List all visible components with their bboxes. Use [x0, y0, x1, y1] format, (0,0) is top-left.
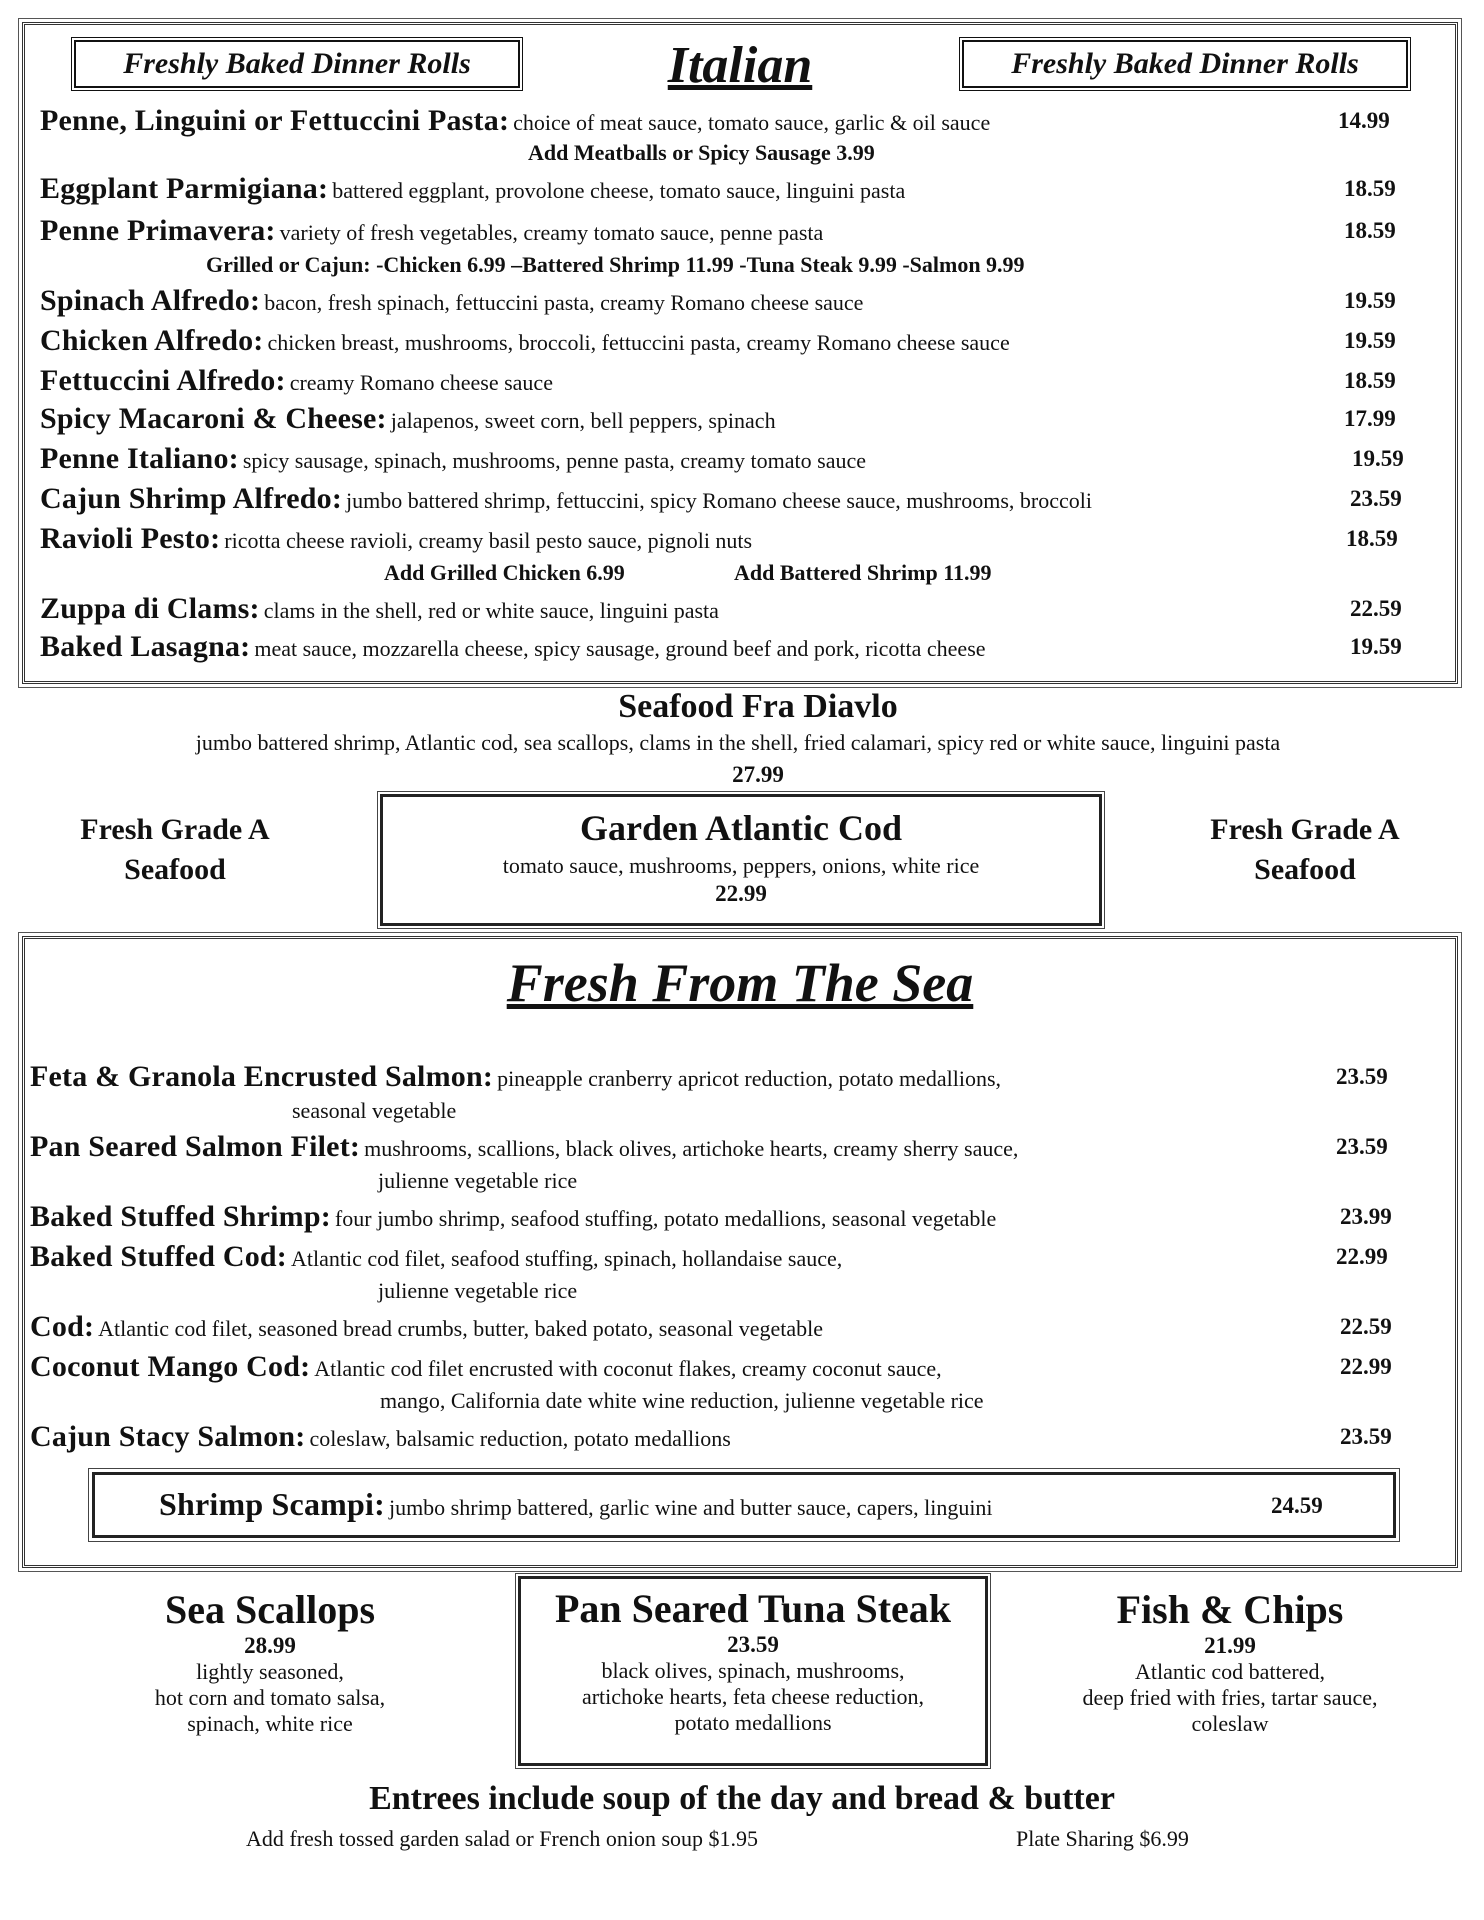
item-price: 23.59 — [1340, 1424, 1392, 1449]
item-price: 17.99 — [1344, 406, 1396, 431]
item-name: Zuppa di Clams: — [40, 592, 260, 625]
special-price: 21.99 — [1204, 1633, 1256, 1658]
item-desc: Atlantic cod filet, seafood stuffing, spinach, hollandaise sauce, — [290, 1246, 843, 1271]
special-line: artichoke hearts, feta cheese reduction, — [581, 1684, 925, 1709]
item-price: 18.59 — [1344, 368, 1396, 393]
special-line: lightly seasoned, — [196, 1659, 344, 1684]
garden-cod-price: 22.99 — [715, 881, 767, 906]
addon-grilled-cajun: Grilled or Cajun: -Chicken 6.99 –Battered Shrimp 11.99 -Tuna Steak 9.99 -Salmon 9.99 — [206, 252, 1025, 277]
item-desc: mushrooms, scallions, black olives, artichoke hearts, creamy sherry sauce, — [364, 1136, 1019, 1161]
fra-diavlo-price: 27.99 — [732, 762, 784, 787]
menu-item — [40, 364, 553, 397]
fra-diavlo-title: Seafood Fra Diavlo — [618, 688, 898, 725]
item-price: 22.59 — [1340, 1314, 1392, 1339]
grade-a-line: Seafood — [124, 853, 226, 886]
special-line: deep fried with fries, tartar sauce, — [1082, 1685, 1378, 1710]
menu-item — [159, 1487, 993, 1522]
item-price: 18.59 — [1344, 176, 1396, 201]
item-desc-cont: seasonal vegetable — [292, 1098, 457, 1123]
grade-a-left — [40, 810, 310, 890]
item-desc: coleslaw, balsamic reduction, potato medallions — [309, 1426, 731, 1451]
item-name: Spinach Alfredo: — [40, 284, 261, 317]
item-price: 24.59 — [1271, 1493, 1323, 1518]
item-price: 18.59 — [1344, 218, 1396, 243]
item-desc: battered eggplant, provolone cheese, tomato sauce, linguini pasta — [332, 178, 906, 203]
sea-title: Fresh From The Sea — [506, 953, 974, 1013]
menu-item — [40, 172, 905, 205]
menu-item — [30, 1130, 1018, 1163]
item-name: Ravioli Pesto: — [40, 522, 221, 555]
special-line: black olives, spinach, mushrooms, — [601, 1658, 905, 1683]
special-price: 28.99 — [244, 1633, 296, 1658]
garden-cod-desc: tomato sauce, mushrooms, peppers, onions, white rice — [502, 853, 980, 878]
item-name: Feta & Granola Encrusted Salmon: — [30, 1060, 494, 1093]
menu-item — [40, 402, 776, 435]
special-line: Atlantic cod battered, — [1135, 1659, 1325, 1684]
item-name: Penne, Linguini or Fettuccini Pasta: — [40, 104, 510, 137]
item-price: 19.59 — [1352, 446, 1404, 471]
item-desc: Atlantic cod filet encrusted with coconut flakes, creamy coconut sauce, — [314, 1356, 942, 1381]
item-desc: four jumbo shrimp, seafood stuffing, potato medallions, seasonal vegetable — [334, 1206, 997, 1231]
item-desc: spicy sausage, spinach, mushrooms, penne pasta, creamy tomato sauce — [242, 448, 866, 473]
item-desc: chicken breast, mushrooms, broccoli, fettuccini pasta, creamy Romano cheese sauce — [267, 330, 1010, 355]
addon-meatballs: Add Meatballs or Spicy Sausage 3.99 — [528, 140, 875, 165]
item-desc: bacon, fresh spinach, fettuccini pasta, creamy Romano cheese sauce — [264, 290, 864, 315]
item-price: 18.59 — [1346, 526, 1398, 551]
item-desc: creamy Romano cheese sauce — [289, 370, 553, 395]
item-desc-cont: mango, California date white wine reduction, julienne vegetable rice — [380, 1388, 984, 1413]
item-desc: ricotta cheese ravioli, creamy basil pesto sauce, pignoli nuts — [224, 528, 753, 553]
item-name: Coconut Mango Cod: — [30, 1350, 311, 1383]
special-line: spinach, white rice — [187, 1711, 353, 1736]
grade-a-line: Fresh Grade A — [1210, 813, 1400, 846]
item-name: Shrimp Scampi: — [159, 1486, 385, 1522]
footer-salad: Add fresh tossed garden salad or French onion soup $1.95 — [246, 1826, 759, 1851]
menu-item — [40, 630, 986, 663]
item-name: Spicy Macaroni & Cheese: — [40, 402, 387, 435]
item-price: 22.99 — [1336, 1244, 1388, 1269]
addon-battered-shrimp: Add Battered Shrimp 11.99 — [734, 560, 992, 585]
item-price: 23.59 — [1350, 486, 1402, 511]
item-name: Penne Primavera: — [40, 214, 276, 247]
footer-sharing: Plate Sharing $6.99 — [1016, 1826, 1189, 1851]
addon-grilled-chicken: Add Grilled Chicken 6.99 — [384, 560, 625, 585]
menu-item — [40, 522, 752, 555]
special-price: 23.59 — [727, 1632, 779, 1657]
fra-diavlo-desc: jumbo battered shrimp, Atlantic cod, sea scallops, clams in the shell, fried calamari, spicy red or white sauce, linguini pasta — [195, 730, 1281, 755]
item-desc: jalapenos, sweet corn, bell peppers, spinach — [390, 408, 776, 433]
rolls-badge-left: Freshly Baked Dinner Rolls — [74, 40, 520, 88]
menu-item — [30, 1200, 996, 1233]
garden-cod-title: Garden Atlantic Cod — [579, 808, 902, 848]
menu-item — [40, 482, 1092, 515]
item-price: 23.59 — [1336, 1134, 1388, 1159]
item-desc: jumbo shrimp battered, garlic wine and butter sauce, capers, linguini — [388, 1495, 993, 1520]
special-title: Pan Seared Tuna Steak — [554, 1586, 952, 1631]
item-desc: pineapple cranberry apricot reduction, potato medallions, — [497, 1066, 1002, 1091]
menu-item — [30, 1420, 731, 1453]
menu-item — [40, 592, 719, 625]
fish-chips-special — [1010, 1586, 1450, 1737]
menu-item — [30, 1240, 842, 1273]
item-price: 19.59 — [1344, 328, 1396, 353]
special-title: Sea Scallops — [164, 1587, 376, 1632]
item-name: Fettuccini Alfredo: — [40, 364, 286, 397]
scallops-special — [60, 1586, 480, 1737]
item-name: Cod: — [30, 1310, 95, 1343]
menu-item — [40, 104, 990, 137]
tuna-special — [518, 1576, 988, 1766]
item-desc: Atlantic cod filet, seasoned bread crumbs, butter, baked potato, seasonal vegetable — [98, 1316, 824, 1341]
menu-item — [30, 1350, 942, 1383]
special-line: coleslaw — [1191, 1711, 1269, 1736]
menu-item — [30, 1310, 823, 1343]
grade-a-line: Seafood — [1254, 853, 1356, 886]
special-line: potato medallions — [674, 1710, 832, 1735]
item-desc: variety of fresh vegetables, creamy tomato sauce, penne pasta — [279, 220, 824, 245]
item-price: 19.59 — [1350, 634, 1402, 659]
item-name: Pan Seared Salmon Filet: — [30, 1130, 361, 1163]
item-desc: choice of meat sauce, tomato sauce, garlic & oil sauce — [513, 110, 991, 135]
menu-item — [40, 324, 1010, 357]
rolls-badge-right: Freshly Baked Dinner Rolls — [962, 40, 1408, 88]
item-desc: meat sauce, mozzarella cheese, spicy sausage, ground beef and pork, ricotta cheese — [254, 636, 986, 661]
special-title: Fish & Chips — [1116, 1587, 1344, 1632]
item-name: Cajun Stacy Salmon: — [30, 1420, 306, 1453]
item-name: Cajun Shrimp Alfredo: — [40, 482, 343, 515]
footer-title: Entrees include soup of the day and bread & butter — [369, 1780, 1115, 1817]
item-price: 22.99 — [1340, 1354, 1392, 1379]
item-desc: jumbo battered shrimp, fettuccini, spicy Romano cheese sauce, mushrooms, broccoli — [346, 488, 1093, 513]
item-desc-cont: julienne vegetable rice — [378, 1168, 578, 1193]
italian-title: Italian — [667, 37, 813, 94]
menu-item — [40, 214, 823, 247]
item-desc-cont: julienne vegetable rice — [378, 1278, 578, 1303]
item-name: Chicken Alfredo: — [40, 324, 264, 357]
grade-a-right — [1170, 810, 1440, 890]
menu-item — [40, 442, 866, 475]
item-price: 23.99 — [1340, 1204, 1392, 1229]
menu-item — [30, 1060, 1001, 1093]
grade-a-line: Fresh Grade A — [80, 813, 270, 846]
menu-item — [40, 284, 863, 317]
item-name: Eggplant Parmigiana: — [40, 172, 329, 205]
item-name: Baked Lasagna: — [40, 630, 251, 663]
special-line: hot corn and tomato salsa, — [154, 1685, 386, 1710]
item-price: 22.59 — [1350, 596, 1402, 621]
scampi-box — [92, 1472, 1396, 1538]
item-name: Baked Stuffed Shrimp: — [30, 1200, 331, 1233]
item-price: 23.59 — [1336, 1064, 1388, 1089]
item-price: 19.59 — [1344, 288, 1396, 313]
item-name: Baked Stuffed Cod: — [30, 1240, 287, 1273]
item-price: 14.99 — [1338, 108, 1390, 133]
item-desc: clams in the shell, red or white sauce, linguini pasta — [263, 598, 719, 623]
item-name: Penne Italiano: — [40, 442, 239, 475]
garden-cod-box — [380, 794, 1102, 926]
